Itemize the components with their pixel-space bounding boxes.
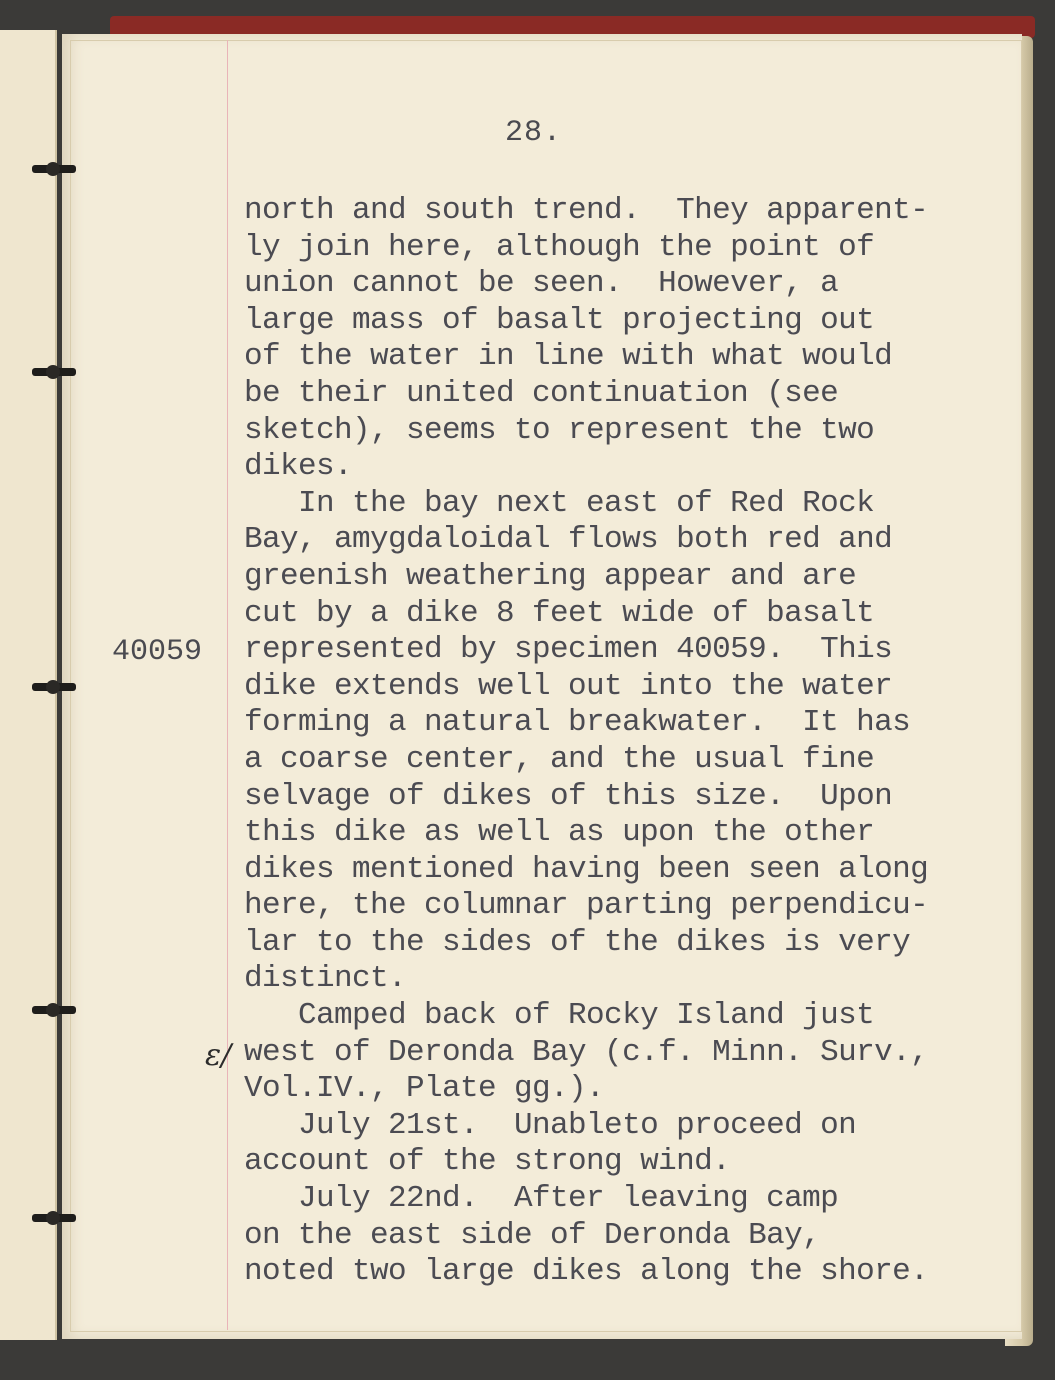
page-number: 28.	[505, 116, 563, 150]
text-line: greenish weathering appear and are	[244, 558, 857, 594]
text-line: west of Deronda Bay (c.f. Minn. Surv.,	[244, 1034, 929, 1070]
text-line: on the east side of Deronda Bay,	[244, 1217, 821, 1253]
text-line: be their united continuation (see	[244, 375, 839, 411]
binder-ring	[32, 165, 76, 173]
text-line: dikes mentioned having been seen along	[244, 851, 929, 887]
text-line: here, the columnar parting perpendicu-	[244, 888, 929, 924]
handwritten-margin-mark: ε/	[205, 1038, 232, 1073]
text-line: cut by a dike 8 feet wide of basalt	[244, 595, 875, 631]
text-line: a coarse center, and the usual fine	[244, 741, 875, 777]
binder-ring	[32, 1006, 76, 1014]
text-line: Bay, amygdaloidal flows both red and	[244, 522, 893, 558]
text-line: July 21st. Unableto proceed on	[244, 1107, 857, 1143]
text-line: represented by specimen 40059. This	[244, 632, 893, 668]
binder-ring	[32, 1214, 76, 1222]
text-line: ly join here, although the point of	[244, 229, 875, 265]
text-line: distinct.	[244, 961, 407, 997]
text-line: sketch), seems to represent the two	[244, 412, 875, 448]
margin-rule	[227, 40, 228, 1330]
text-line: north and south trend. They apparent-	[244, 193, 929, 228]
text-line: Vol.IV., Plate gg.).	[244, 1071, 605, 1107]
margin-specimen-number: 40059	[112, 635, 203, 669]
text-line: In the bay next east of Red Rock	[244, 485, 875, 521]
binder-ring	[32, 683, 76, 691]
text-line: lar to the sides of the dikes is very	[244, 924, 911, 960]
text-line: selvage of dikes of this size. Upon	[244, 778, 893, 814]
text-line: forming a natural breakwater. It has	[244, 705, 911, 741]
text-line: July 22nd. After leaving camp	[244, 1181, 839, 1217]
text-line: of the water in line with what would	[244, 339, 893, 375]
text-line: union cannot be seen. However, a	[244, 266, 839, 302]
text-line: noted two large dikes along the shore.	[244, 1254, 929, 1290]
text-line: Camped back of Rocky Island just	[244, 998, 875, 1034]
text-line: account of the strong wind.	[244, 1144, 731, 1180]
text-line: dikes.	[244, 449, 353, 485]
text-line: large mass of basalt projecting out	[244, 302, 875, 338]
text-line: dike extends well out into the water	[244, 668, 893, 704]
text-line: this dike as well as upon the other	[244, 815, 875, 851]
typed-text-body	[244, 193, 1004, 1291]
binder-ring	[32, 368, 76, 376]
